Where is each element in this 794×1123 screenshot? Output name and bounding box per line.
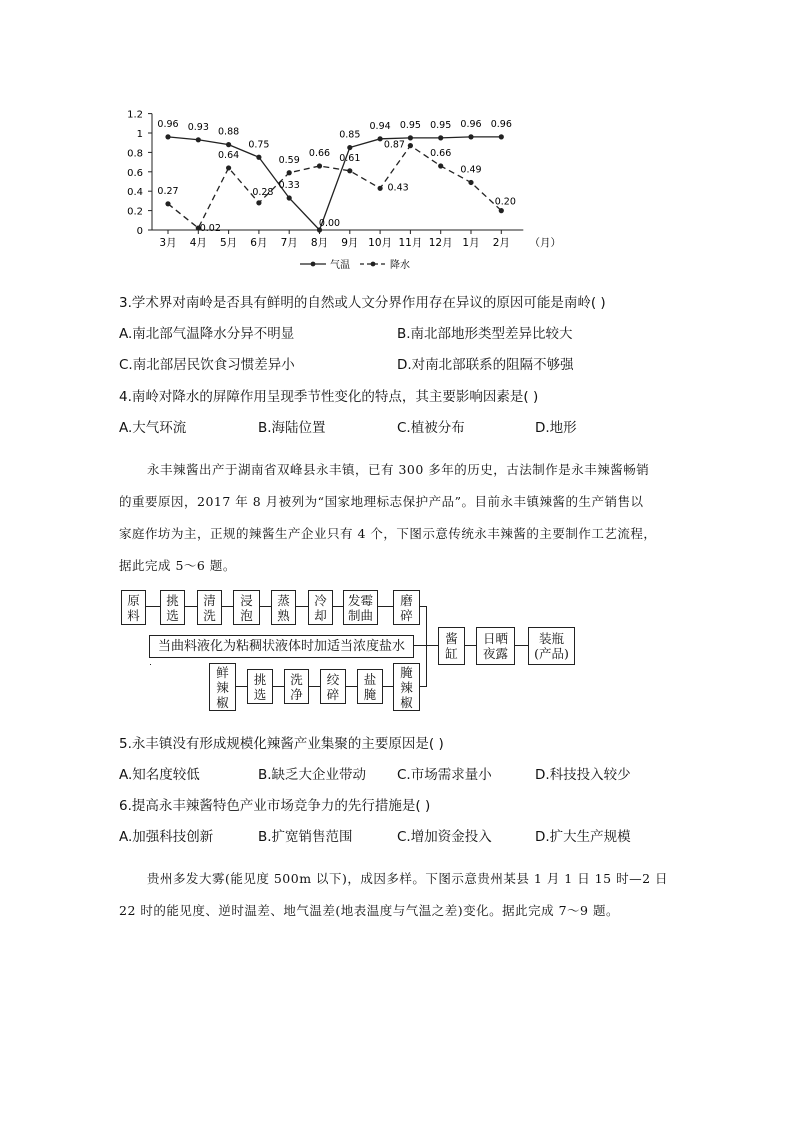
y-tick-label: 0.6 [127,167,143,179]
data-label: 0.61 [339,152,361,164]
q4-option-d: D.地形 [535,420,577,436]
step-wash: 清 洗 [197,590,222,625]
x-tick-label: 1月 [462,237,480,249]
y-tick-label: 1 [136,129,143,140]
y-tick-label: 1.2 [127,109,143,121]
x-tick-label: 3月 [159,237,177,249]
step-grind: 磨 碎 [393,590,420,625]
step-fresh-chili: 鲜 辣 椒 [209,663,236,711]
data-label: 0.75 [248,139,270,151]
step-sauce-vat: 酱 缸 [438,627,465,665]
x-tick-label: 12月 [428,237,453,249]
legend-marker [311,262,316,267]
q3-option-d: D.对南北部联系的阻隔不够强 [397,357,574,373]
question-4-stem: 4.南岭对降水的屏障作用呈现季节性变化的特点，其主要影响因素是( ) [119,389,539,405]
x-axis-unit: （月） [529,237,562,249]
data-label: 0.85 [339,129,361,141]
data-point [499,208,504,213]
data-label: 0.95 [430,119,452,131]
y-tick-label: 0 [136,226,143,237]
data-point [347,145,352,150]
data-label: 0.49 [460,164,482,176]
passage2-line-1: 贵州多发大雾(能见度 500m 以下)，成因多样。下图示意贵州某县 1 月 1 日 15 时—2 日 [147,871,668,886]
legend-label: 降水 [390,260,410,271]
data-label: 0.20 [494,196,516,208]
y-tick-label: 0.4 [127,187,143,199]
data-label: 0.87 [383,139,405,151]
data-point [378,186,383,191]
data-label: 0.88 [218,126,240,138]
q3-option-a: A.南北部气温降水分异不明显 [119,326,295,342]
data-label: 0.96 [157,118,179,130]
step-raw-material: 原 料 [121,590,146,625]
data-label: 0.95 [399,119,421,131]
x-tick-label: 10月 [368,237,393,249]
data-label: 0.33 [278,179,300,191]
data-label: 0.66 [430,147,452,159]
legend-marker [371,262,376,267]
passage1-line-3: 家庭作坊为主，正规的辣酱生产企业只有 4 个，下图示意传统永丰辣酱的主要制作工艺流程， [119,526,657,541]
data-label: 0.96 [460,118,482,130]
question-3-stem: 3.学术界对南岭是否具有鲜明的自然或人文分界作用存在异议的原因可能是南岭( ) [119,295,606,311]
data-label: 0.96 [490,118,512,130]
y-tick-label: 0.2 [127,206,143,218]
q5-option-c: C.市场需求量小 [397,767,492,783]
q5-option-b: B.缺乏大企业带动 [258,767,367,783]
data-label: 0.00 [318,218,341,229]
data-point [468,180,473,185]
question-5-stem: 5.永丰镇没有形成规模化辣酱产业集聚的主要原因是( ) [119,736,444,752]
passage2-line-2: 22 时的能见度、逆时温差、地气温差(地表温度与气温之差)变化。据此完成 7～9 题。 [119,903,619,918]
data-label: 0.66 [308,147,331,159]
q6-option-b: B.扩宽销售范围 [258,829,353,845]
q5-option-a: A.知名度较低 [119,767,200,783]
x-tick-label: 6月 [250,237,268,249]
q4-option-a: A.大气环流 [119,420,187,436]
x-tick-label: 5月 [220,237,238,249]
step-select-chili: 挑 选 [247,669,273,704]
q3-option-c: C.南北部居民饮食习惯差异小 [119,357,295,373]
data-point [408,135,413,140]
data-label: 0.64 [218,149,240,161]
step-sun-dry: 日晒 夜露 [476,627,515,665]
q6-option-a: A.加强科技创新 [119,829,214,845]
step-bottling: 装瓶 (产品) [528,627,575,665]
step-salt-pickle: 盐 腌 [357,669,383,704]
q6-option-d: D.扩大生产规模 [535,829,631,845]
data-point [226,142,231,147]
question-6-stem: 6.提高永丰辣酱特色产业市场竞争力的先行措施是( ) [119,798,431,814]
step-ferment: 发霉 制曲 [343,590,378,625]
data-label: 0.93 [187,121,209,133]
chart-legend [300,258,410,271]
data-point [438,163,443,168]
step-select: 挑 选 [160,590,185,625]
x-tick-label: 11月 [398,237,423,249]
step-soak: 浸 泡 [233,590,260,625]
step-note-brine: 当曲料液化为粘稠状液体时加适当浓度盐水 [149,635,414,658]
data-point [499,134,504,139]
step-steam: 蒸 熟 [271,590,296,625]
step-cool: 冷 却 [308,590,333,625]
data-point [165,201,170,206]
legend-label: 气温 [330,260,350,271]
step-pickled-chili: 腌 辣 椒 [393,663,420,711]
q4-option-b: B.海陆位置 [258,420,326,436]
passage1-line-1: 永丰辣酱出产于湖南省双峰县永丰镇，已有 300 多年的历史，古法制作是永丰辣酱畅销 [147,462,650,477]
data-point [408,143,413,148]
passage1-line-2: 的重要原因，2017 年 8 月被列为“国家地理标志保护产品”。目前永丰镇辣酱的生产销售以 [119,494,644,509]
x-tick-label: 4月 [189,237,207,249]
data-point [287,170,292,175]
data-label: 0.59 [278,154,300,166]
data-label: 0.27 [157,185,179,197]
data-point [378,136,383,141]
chart-data-labels [157,119,515,234]
step-mince: 绞 碎 [320,669,346,704]
data-point [287,195,292,200]
data-label: 0.28 [252,186,274,198]
data-point [468,134,473,139]
data-point [165,134,170,139]
x-tick-label: 9月 [341,237,359,249]
data-label: 0.94 [369,120,391,132]
x-tick-label: 2月 [492,237,510,249]
q5-option-d: D.科技投入较少 [535,767,631,783]
data-point [226,165,231,170]
q3-option-b: B.南北部地形类型差异比较大 [397,326,573,342]
data-point [196,137,201,142]
data-label: 0.43 [387,182,409,194]
data-point [347,168,352,173]
q6-option-c: C.增加资金投入 [397,829,492,845]
y-tick-label: 0.8 [127,148,143,160]
data-point [438,135,443,140]
step-wash-clean: 洗 净 [284,669,309,704]
climate-line-chart [110,100,590,275]
q4-option-c: C.植被分布 [397,420,465,436]
data-point [317,163,322,168]
data-point [256,155,261,160]
data-point [256,200,261,205]
x-tick-label: 7月 [280,237,298,249]
x-tick-label: 8月 [310,237,329,249]
passage1-line-4: 据此完成 5～6 题。 [119,558,236,573]
data-label: 0.02 [199,223,221,235]
